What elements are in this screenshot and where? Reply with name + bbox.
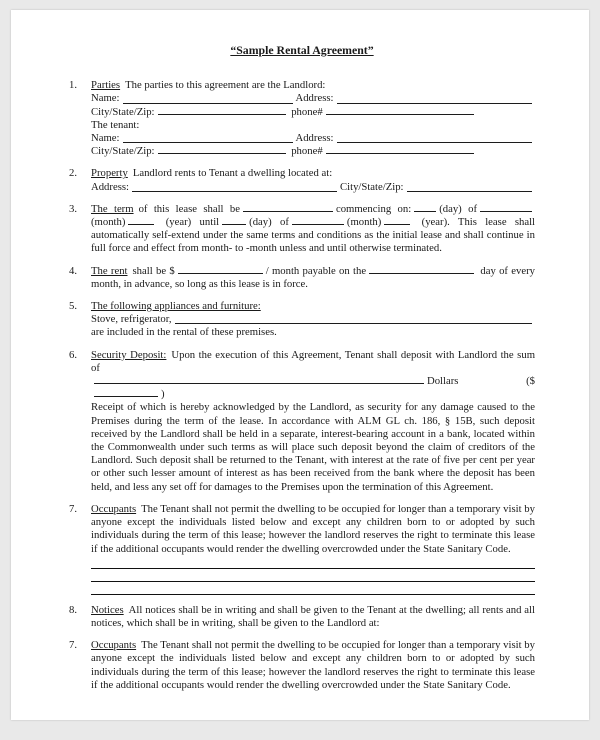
deposit-heading: Security Deposit: <box>91 348 167 361</box>
address-label: Address: <box>295 132 334 145</box>
deposit-dollars-text: Dollars ($ <box>427 375 535 388</box>
name-label: Name: <box>91 132 120 145</box>
property-intro-line <box>91 167 535 180</box>
month-blank <box>480 203 532 212</box>
city-blank <box>158 106 286 115</box>
term-text: commencing on: <box>335 202 412 215</box>
deposit-intro-line <box>91 349 535 375</box>
section-number: 5. <box>69 300 78 313</box>
parties-heading: Parties <box>91 79 121 92</box>
section-number: 3. <box>69 202 78 215</box>
address-blank <box>337 134 533 143</box>
parties-intro-line <box>91 79 535 92</box>
phone-blank <box>326 145 474 154</box>
tenant-city-line <box>91 145 535 158</box>
occupant-blank-line <box>91 557 535 569</box>
tenant-name-line <box>91 132 535 145</box>
term-blank <box>243 203 333 212</box>
section-rent <box>69 265 535 291</box>
property-intro: Landlord rents to Tenant a dwelling located at: <box>132 167 333 180</box>
appliances-blank <box>175 315 532 324</box>
section-number: 2. <box>69 167 78 180</box>
rent-text: shall be $ <box>132 264 175 277</box>
occupants-heading: Occupants <box>91 502 137 515</box>
page-title: “Sample Rental Agreement” <box>230 43 374 57</box>
tenant-subheading: The tenant: <box>91 118 140 131</box>
term-text: (year). This lease shall automatically self-extend under the same terms and conditions as the initial lease and shall continue in full force and effect from month- to -month unless and until otherwise terminated. <box>91 216 536 255</box>
rent-text: day of every month, in advance, so long as this lease is in force. <box>91 264 536 290</box>
section-body <box>91 300 535 340</box>
deposit-body-text: Receipt of which is hereby acknowledged by the Landlord, as security for any damage caused to the Premises during the term of the lease. In accordance with ALM GL ch. 186, § 15B, such deposit received by the Landlord shall be held in a separate, interest-bearing account in a bank, located within the Commonwealth under such terms as will place such deposit beyond the claim of creditors of the Landlord. Such deposit shall be returned to the Tenant, with interest at the rate of five per cent per year or other such lesser amount of interest as has been received from the bank where the deposit has been held, and less any set off for damages to the Premises upon the termination of this Agreement. <box>91 401 535 493</box>
section-body <box>91 503 535 595</box>
occupant-blank-line <box>91 583 535 595</box>
address-label: Address: <box>295 92 334 105</box>
section-body <box>91 349 535 494</box>
section-number: 7. <box>69 502 78 515</box>
section-number: 8. <box>69 603 78 616</box>
landlord-city-line <box>91 106 535 119</box>
section-body <box>91 167 535 193</box>
occupants-body-text: The Tenant shall not permit the dwelling to be occupied for longer than a temporary visit by anyone except the individuals listed below and except any children born to or adopted by such individuals during the term of this lease; however the landlord reserves the right to terminate this lease if the additional occupants would render the dwelling overcrowded under the State Sanitary Code. <box>91 639 535 691</box>
city-label: City/State/Zip: <box>91 145 155 158</box>
deposit-amount-number-blank <box>94 388 158 397</box>
rent-text: / month payable on the <box>265 264 367 277</box>
appliances-list-line <box>91 313 535 326</box>
deposit-amount-words-blank <box>94 375 424 384</box>
address-label: Address: <box>91 180 129 193</box>
term-text: (day) of <box>249 216 289 229</box>
appliances-heading: The following appliances and furniture: <box>91 300 261 313</box>
rent-day-blank <box>369 265 474 274</box>
notices-body-text: All notices shall be in writing and shall be given to the Tenant at the dwelling; all rents and all notices, which shall be in writing, shall be given to the Landlord at: <box>91 603 535 629</box>
phone-label: phone# <box>291 105 323 118</box>
section-body <box>91 604 535 630</box>
term-text: (year) <box>165 216 192 229</box>
section-parties <box>69 79 535 158</box>
section-appliances <box>69 300 535 340</box>
occupants-body-text: The Tenant shall not permit the dwelling to be occupied for longer than a temporary visit by anyone except the individuals listed below and except any children born to or adopted by such individuals during the term of this lease; however the landlord reserves the right to terminate this lease if the additional occupants would render the dwelling overcrowded under the State Sanitary Code. <box>91 502 535 555</box>
term-text: of this lease shall be <box>138 202 240 215</box>
term-text: (month) <box>91 216 126 229</box>
section-body <box>91 265 535 291</box>
day-blank <box>414 203 436 212</box>
section-occupants-repeat <box>69 639 535 692</box>
name-blank <box>123 134 293 143</box>
notices-heading: Notices <box>91 603 124 616</box>
section-number: 4. <box>69 264 78 277</box>
year-blank <box>384 216 410 225</box>
term-text: (day) of <box>439 202 477 215</box>
section-body <box>91 79 535 158</box>
section-property <box>69 167 535 193</box>
occupants-heading: Occupants <box>91 639 137 652</box>
name-label: Name: <box>91 92 120 105</box>
section-number: 7. <box>69 639 78 652</box>
city-blank <box>407 183 532 192</box>
occupant-blank-line <box>91 570 535 582</box>
section-body <box>91 639 535 692</box>
deposit-close-paren: ) <box>161 388 165 401</box>
appliances-list-text: Stove, refrigerator, <box>91 313 172 326</box>
appliances-closing-text: are included in the rental of these premises. <box>91 326 277 339</box>
landlord-name-line <box>91 92 535 105</box>
section-occupants <box>69 503 535 595</box>
day-blank <box>222 216 246 225</box>
deposit-intro: Upon the execution of this Agreement, Tenant shall deposit with Landlord the sum of <box>91 348 536 374</box>
section-number: 6. <box>69 348 78 361</box>
term-text: (month) <box>346 216 382 229</box>
section-deposit <box>69 349 535 494</box>
phone-blank <box>326 106 474 115</box>
rent-amount-blank <box>178 265 263 274</box>
name-blank <box>123 95 293 104</box>
document-page <box>11 10 589 720</box>
city-label: City/State/Zip: <box>91 105 155 118</box>
deposit-amount-line <box>91 375 535 401</box>
address-blank <box>132 183 337 192</box>
phone-label: phone# <box>291 145 323 158</box>
term-heading: The term <box>91 202 134 215</box>
city-blank <box>158 145 286 154</box>
address-blank <box>337 95 533 104</box>
section-body <box>91 203 535 256</box>
term-text: until <box>199 216 220 229</box>
section-notices <box>69 604 535 630</box>
rent-heading: The rent <box>91 264 128 277</box>
month-blank <box>292 216 344 225</box>
city-label: City/State/Zip: <box>340 180 404 193</box>
year-blank <box>128 216 154 225</box>
property-address-line <box>91 181 535 194</box>
parties-intro: The parties to this agreement are the Landlord: <box>125 79 326 92</box>
property-heading: Property <box>91 167 128 180</box>
appliances-heading-line <box>91 300 535 313</box>
section-term <box>69 203 535 256</box>
section-number: 1. <box>69 79 78 92</box>
